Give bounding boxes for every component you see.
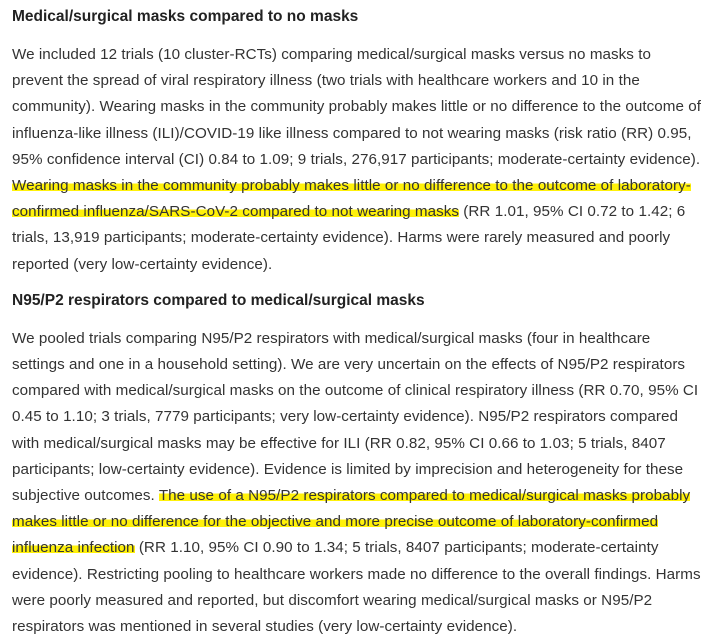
paragraph-text: (RR 1.10, 95% CI 0.90 to 1.34; 5 trials, 8407 participants; moderate-certainty evidence). Restricting pooling to healthcare workers made no difference to the overall findings. Harms were poorly measured and reported, but discomfort wearing medical/surgical masks or N95/P2 respirators was mentioned in several studies (very low-certainty evidence).: [12, 539, 701, 636]
paragraph-text: We included 12 trials (10 cluster-RCTs) comparing medical/surgical masks versus no masks to prevent the spread of viral respiratory illness (two trials with healthcare workers and 10 in the community). Wearing masks in the community probably makes little or no difference to the outcome of influenza-like illness (ILI)/COVID-19 like illness compared to not wearing masks (risk ratio (RR) 0.95, 95% confidence interval (CI) 0.84 to 1.09; 9 trials, 276,917 participants; moderate-certainty evidence).: [12, 46, 701, 168]
section-paragraph-masks-vs-no-masks: [12, 42, 704, 278]
section-heading-masks-vs-no-masks: Medical/surgical masks compared to no masks: [12, 8, 359, 25]
highlighted-text: Wearing masks in the community probably makes little or no difference to the outcome of laboratory-confirmed influenza/SARS-CoV-2 compared to not wearing masks: [12, 177, 691, 221]
paragraph-text: We pooled trials comparing N95/P2 respirators with medical/surgical masks (four in healthcare settings and one in a household setting). We are very uncertain on the effects of N95/P2 respirators compared with medical/surgical masks on the outcome of clinical respiratory illness (RR 0.70, 95% CI 0.45 to 1.10; 3 trials, 7779 participants; very low-certainty evidence). N95/P2 respirators compared with medical/surgical masks may be effective for ILI (RR 0.82, 95% CI 0.66 to 1.03; 5 trials, 8407 participants; low-certainty evidence). Evidence is limited by imprecision and heterogeneity for these subjective outcomes.: [12, 329, 699, 505]
section-heading-n95-vs-masks: N95/P2 respirators compared to medical/surgical masks: [12, 291, 425, 309]
highlighted-text: The use of a N95/P2 respirators compared to medical/surgical masks probably makes little or no difference for the objective and more precise outcome of laboratory-confirmed influenza infection: [12, 487, 691, 557]
section-paragraph-n95-vs-masks: [12, 326, 704, 640]
paragraph-text: (RR 1.01, 95% CI 0.72 to 1.42; 6 trials, 13,919 participants; moderate-certainty evidence). Harms were rarely measured and poorly reported (very low-certainty evidence).: [12, 203, 686, 273]
